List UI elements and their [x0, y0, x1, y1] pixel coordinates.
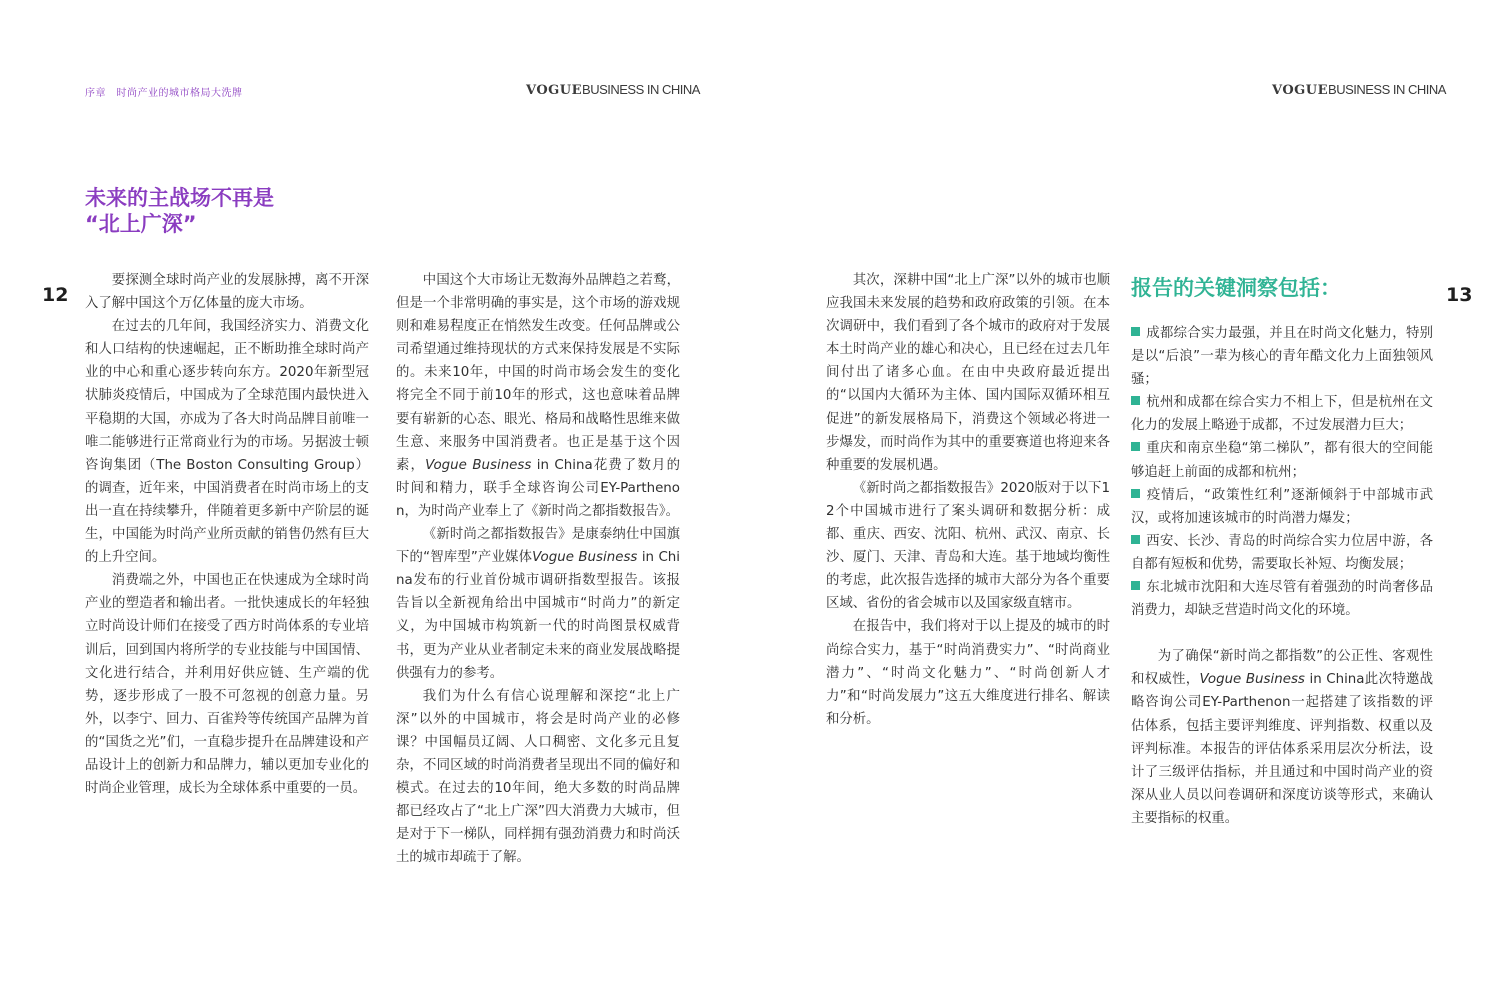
square-bullet-icon [1131, 327, 1140, 336]
publication-name: Vogue Business [425, 457, 532, 473]
section-title-line2: “北上广深” [85, 212, 197, 236]
chapter-label: 序章 时尚产业的城市格局大洗牌 [85, 88, 243, 99]
list-item: 东北城市沈阳和大连尽管有着强劲的时尚奢侈品消费力，却缺乏营造时尚文化的环境。 [1131, 580, 1433, 619]
square-bullet-icon [1131, 442, 1140, 451]
list-item: 疫情后，“政策性红利”逐渐倾斜于中部城市武汉，或将加速该城市的时尚潜力爆发； [1131, 487, 1433, 526]
paragraph: 消费端之外，中国也正在快速成为全球时尚产业的塑造者和输出者。一批快速成长的年轻独立时尚设计师们在接受了西方时尚体系的专业培训后，回到国内将所学的专业技能与中国国情、文化进行结合，并利用好供应链、生产端的优势，逐步形成了一股不可忽视的创意力量。另外，以李宁、回力、百雀羚等传统国产品牌为首的“国货之光”们，一直稳步提升在品牌建设和产品设计上的创新力和品牌力，辅以更加专业化的时尚企业管理，成长为全球体系中重要的一员。 [85, 573, 369, 797]
page-number-left: 12 [42, 284, 69, 306]
brand-logo-right [1272, 82, 1446, 98]
closing-paragraph: 为了确保“新时尚之都指数”的公正性、客观性和权威性，Vogue Business in China此次特邀战略咨询公司EY-Parthenon一起搭建了该指数的评估体系，包括主要评判维度、评判指数、权重以及评判标准。本报告的评估体系采用层次分析法，设计了三级评估指标，并且通过和中国时尚产业的资深从业人员以问卷调研和深度访谈等形式，来确认主要指标的权重。 [1131, 649, 1433, 826]
publication-name: Vogue Business [532, 550, 638, 566]
insights-list [1131, 322, 1433, 830]
text-column-2 [396, 269, 680, 869]
paragraph: 我们为什么有信心说理解和深挖“北上广深”以外的中国城市，将会是时尚产业的必修课？中国幅员辽阔、人口稠密、文化多元且复杂，不同区域的时尚消费者呈现出不同的偏好和模式。在过去的10年间，绝大多数的时尚品牌都已经攻占了“北上广深”四大消费力大城市，但是对于下一梯队，同样拥有强劲消费力和时尚沃土的城市却疏于了解。 [396, 688, 680, 866]
paragraph: 《新时尚之都指数报告》2020版对于以下12个中国城市进行了案头调研和数据分析：成都、重庆、西安、沈阳、杭州、武汉、南京、长沙、厦门、天津、青岛和大连。基于地域均衡性的考虑，此次报告选择的城市大部分为各个重要区域、省份的省会城市以及国家级直辖市。 [826, 480, 1110, 612]
publication-name: Vogue Business [1199, 672, 1305, 688]
brand-vogue: VOGUE [1272, 83, 1329, 98]
list-item: 成都综合实力最强，并且在时尚文化魅力，特别是以“后浪”一辈为核心的青年酷文化力上面独领风骚； [1131, 326, 1433, 388]
square-bullet-icon [1131, 396, 1140, 405]
brand-vogue: VOGUE [526, 83, 583, 98]
square-bullet-icon [1131, 581, 1140, 590]
section-title [85, 185, 274, 237]
brand-logo-left [526, 82, 700, 98]
text-column-1 [85, 269, 369, 800]
square-bullet-icon [1131, 489, 1140, 498]
list-item: 杭州和成都在综合实力不相上下，但是杭州在文化力的发展上略逊于成都，不过发展潜力巨大； [1131, 395, 1433, 434]
paragraph: 在过去的几年间，我国经济实力、消费文化和人口结构的快速崛起，正不断助推全球时尚产业的中心和重心逐步转向东方。2020年新型冠状肺炎疫情后，中国成为了全球范围内最快进入平稳期的大国，亦成为了各大时尚品牌目前唯一唯二能够进行正常商业行为的市场。另据波士顿咨询集团（The Boston Consulting Group）的调查，近年来，中国消费者在时尚市场上的支出一直在持续攀升，伴随着更多新中产阶层的诞生，中国能为时尚产业所贡献的销售仍然有巨大的上升空间。 [85, 319, 369, 566]
paragraph: 在报告中，我们将对于以上提及的城市的时尚综合实力，基于“时尚消费实力”、“时尚商业潜力”、“时尚文化魅力”、“时尚创新人才力”和“时尚发展力”这五大维度进行排名、解读和分析。 [826, 619, 1110, 727]
brand-business-in-china: BUSINESS IN CHINA [582, 82, 700, 97]
paragraph: 其次，深耕中国“北上广深”以外的城市也顺应我国未来发展的趋势和政府政策的引领。在本次调研中，我们看到了各个城市的政府对于发展本土时尚产业的雄心和决心，且已经在过去几年间付出了诸多心血。在由中央政府最近提出的“以国内大循环为主体、国内国际双循环相互促进”的新发展格局下，消费这个领域必将进一步爆发，而时尚作为其中的重要赛道也将迎来各种重要的发展机遇。 [826, 273, 1110, 473]
square-bullet-icon [1131, 535, 1140, 544]
page-number-right: 13 [1446, 284, 1473, 306]
paragraph: 要探测全球时尚产业的发展脉搏，离不开深入了解中国这个万亿体量的庞大市场。 [85, 273, 369, 312]
text-column-3 [826, 269, 1110, 731]
insights-heading: 报告的关键洞察包括： [1131, 276, 1341, 300]
brand-business-in-china: BUSINESS IN CHINA [1328, 82, 1446, 97]
list-item: 西安、长沙、青岛的时尚综合实力位居中游，各自都有短板和优势，需要取长补短、均衡发展； [1131, 533, 1433, 572]
list-item: 重庆和南京坐稳“第二梯队”，都有很大的空间能够追赶上前面的成都和杭州； [1131, 441, 1433, 480]
paragraph: 《新时尚之都指数报告》是康泰纳仕中国旗下的“智库型”产业媒体Vogue Business in China发布的行业首份城市调研指数型报告。该报告旨以全新视角给出中国城市“时尚力”的新定义，为中国城市构筑新一代的时尚图景权威背书，更为产业从业者制定未来的商业发展战略提供强有力的参考。 [396, 527, 681, 681]
section-title-line1: 未来的主战场不再是 [85, 186, 274, 210]
paragraph: 中国这个大市场让无数海外品牌趋之若鹜，但是一个非常明确的事实是，这个市场的游戏规则和难易程度正在悄然发生改变。任何品牌或公司希望通过维持现状的方式来保持发展是不实际的。未来10年，中国的时尚市场会发生的变化将完全不同于前10年的形式，这也意味着品牌要有崭新的心态、眼光、格局和战略性思维来做生意、来服务中国消费者。也正是基于这个因素，Vogue Business in China花费了数月的时间和精力，联手全球咨询公司EY-Parthenon，为时尚产业奉上了《新时尚之都指数报告》。 [396, 273, 680, 519]
